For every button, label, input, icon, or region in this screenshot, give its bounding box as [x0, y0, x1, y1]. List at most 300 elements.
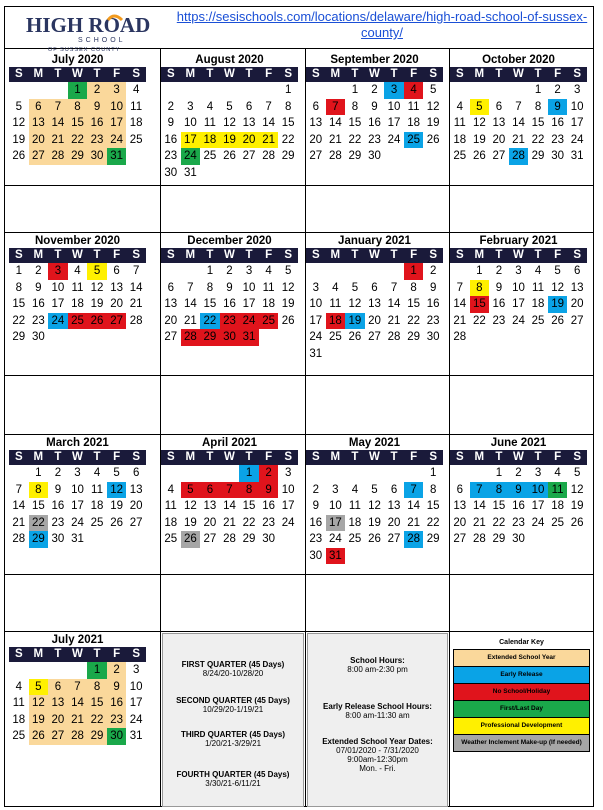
calendar-day: 31 [309, 347, 323, 360]
weekday-header: S [450, 450, 470, 465]
calendar-day: 17 [129, 697, 143, 709]
school-hours [308, 656, 447, 674]
weekday-header: S [450, 248, 470, 263]
calendar-day: 31 [239, 329, 259, 346]
month-calendar [161, 53, 298, 181]
calendar-day: 28 [181, 329, 201, 346]
calendar-day: 1 [351, 84, 359, 96]
calendar-day: 3 [48, 263, 68, 280]
month-calendar [450, 53, 587, 165]
calendar-day: 9 [509, 482, 529, 499]
weekday-header: S [9, 67, 29, 82]
calendar-day: 26 [426, 133, 440, 146]
month-grid [450, 248, 587, 346]
weekday-header: M [181, 67, 201, 82]
calendar-day: 30 [262, 533, 275, 545]
calendar-day: 22 [12, 314, 26, 327]
calendar-day: 25 [203, 150, 217, 162]
calendar-day: 7 [48, 99, 68, 116]
calendar-day: 26 [281, 314, 295, 327]
calendar-day: 15 [31, 500, 45, 512]
calendar-day: 27 [368, 331, 381, 343]
weekday-header: T [345, 450, 365, 465]
calendar-day: 18 [90, 500, 104, 512]
calendar-day: 13 [164, 298, 178, 310]
calendar-day: 5 [15, 100, 22, 113]
calendar-day: 21 [223, 516, 236, 529]
calendar-day: 2 [167, 100, 174, 113]
month-title: April 2021 [202, 437, 257, 449]
calendar-day: 7 [326, 99, 346, 116]
empty-day [181, 82, 201, 99]
calendar-day: 28 [48, 148, 68, 165]
calendar-day: 13 [110, 281, 123, 294]
empty-day [48, 662, 68, 679]
weekday-header: T [239, 248, 259, 263]
calendar-day: 10 [387, 100, 401, 113]
calendar-day: 30 [31, 331, 45, 343]
calendar-day: 17 [181, 132, 201, 149]
calendar-day: 16 [87, 115, 107, 132]
calendar-day: 16 [512, 500, 525, 512]
calendar-day: 15 [492, 500, 506, 512]
weekday-header: M [470, 67, 490, 82]
weekday-header: T [48, 248, 68, 263]
calendar-day: 24 [239, 313, 259, 330]
calendar-day: 1 [534, 84, 542, 96]
empty-day [450, 465, 470, 482]
weekday-header: T [200, 450, 220, 465]
empty-day [9, 662, 29, 679]
empty-day [181, 263, 201, 280]
calendar-day: 22 [281, 133, 295, 146]
calendar-day: 2 [107, 662, 127, 679]
weekday-header: W [220, 248, 240, 263]
calendar-day: 11 [203, 117, 216, 129]
weekday-header: W [68, 450, 88, 465]
calendar-day: 3 [284, 467, 292, 479]
calendar-day: 10 [242, 281, 256, 294]
weekday-header: M [29, 248, 49, 263]
calendar-day: 18 [200, 132, 220, 149]
calendar-day: 10 [528, 482, 548, 499]
weekday-header: T [87, 450, 107, 465]
calendar-day: 22 [200, 313, 220, 330]
weekday-header: M [29, 450, 49, 465]
month-title: May 2021 [348, 437, 401, 449]
calendar-day: 28 [509, 148, 529, 165]
calendar-day: 6 [167, 281, 174, 294]
calendar-day: 19 [472, 133, 486, 146]
weekday-header: M [181, 248, 201, 263]
calendar-day: 6 [312, 100, 319, 113]
weekday-header: M [326, 450, 346, 465]
calendar-day: 20 [309, 133, 323, 146]
calendar-day: 8 [29, 482, 49, 499]
calendar-day: 6 [495, 100, 503, 113]
calendar-day: 28 [387, 331, 401, 343]
weekday-header: F [107, 647, 127, 662]
weekday-header: W [68, 67, 88, 82]
weekday-header: F [548, 67, 568, 82]
calendar-day: 8 [15, 281, 22, 294]
calendar-day: 19 [345, 313, 365, 330]
weekday-header: S [126, 647, 146, 662]
empty-day [48, 82, 68, 99]
calendar-day: 21 [68, 712, 88, 729]
month-grid [9, 450, 146, 548]
empty-day [9, 82, 29, 99]
calendar-day: 27 [242, 150, 256, 162]
calendar-day: 30 [309, 549, 323, 562]
extended-year-hours: 9:00am-12:30pm [347, 755, 408, 764]
calendar-day: 1 [35, 467, 42, 479]
calendar-day: 9 [54, 483, 62, 496]
weekday-header: S [306, 248, 326, 263]
weekday-header: T [384, 67, 404, 82]
quarter-dates: 10/29/20-1/19/21 [202, 705, 264, 714]
calendar-day: 27 [309, 150, 323, 162]
calendar-day: 21 [183, 314, 197, 327]
weekday-header: S [9, 450, 29, 465]
calendar-day: 10 [71, 483, 84, 496]
calendar-day: 27 [492, 150, 506, 162]
weekday-header: F [404, 67, 424, 82]
calendar-day: 24 [328, 533, 342, 545]
calendar-day: 10 [512, 281, 525, 294]
quarter-1 [163, 660, 303, 678]
calendar-day: 17 [281, 500, 295, 512]
empty-day [509, 82, 529, 99]
month-title: January 2021 [338, 235, 411, 247]
weekday-header: T [345, 67, 365, 82]
empty-day [326, 82, 346, 99]
calendar-day: 21 [48, 132, 68, 149]
calendar-day: 18 [262, 298, 275, 310]
calendar-day: 1 [429, 467, 437, 479]
empty-day [200, 465, 220, 482]
calendar-day: 7 [187, 281, 194, 294]
calendar-day: 2 [312, 483, 319, 496]
calendar-day: 9 [107, 679, 127, 696]
school-url-link[interactable]: https://sesischools.com/locations/delaware/high-road-school-of-sussex-county/ [176, 9, 588, 40]
calendar-day: 19 [183, 516, 197, 529]
quarter-title: FOURTH QUARTER (45 Days) [176, 770, 290, 779]
weekday-header: M [470, 450, 490, 465]
calendar-day: 5 [284, 265, 292, 277]
weekday-header: T [489, 450, 509, 465]
school-hours-value: 8:00 am-2:30 pm [347, 665, 408, 674]
calendar-day: 28 [129, 314, 143, 327]
calendar-day: 27 [107, 313, 127, 330]
calendar-day: 28 [328, 150, 342, 162]
extended-year-dates [308, 737, 447, 773]
calendar-day: 14 [453, 298, 467, 310]
calendar-day: 9 [495, 281, 503, 294]
calendar-day: 4 [93, 467, 101, 479]
calendar-day: 12 [570, 483, 584, 496]
calendar-day: 22 [531, 133, 545, 146]
weekday-header: W [509, 67, 529, 82]
calendar-day: 16 [262, 500, 275, 512]
month-grid [9, 647, 146, 745]
calendar-day: 11 [164, 500, 177, 512]
calendar-day: 15 [426, 500, 440, 512]
key-item: Professional Development [453, 718, 590, 735]
calendar-day: 13 [387, 500, 401, 512]
calendar-day: 18 [531, 298, 545, 310]
calendar-day: 29 [68, 148, 88, 165]
weekday-header: F [259, 450, 279, 465]
calendar-day: 19 [548, 296, 568, 313]
calendar-day: 4 [265, 265, 272, 277]
weekday-header: T [489, 67, 509, 82]
calendar-day: 11 [130, 100, 143, 113]
key-item: Extended School Year [453, 649, 590, 667]
calendar-day: 27 [29, 148, 49, 165]
calendar-day: 4 [554, 467, 561, 479]
calendar-day: 23 [309, 533, 323, 545]
calendar-day: 5 [573, 467, 581, 479]
calendar-day: 23 [426, 314, 440, 327]
calendar-day: 14 [512, 117, 525, 129]
calendar-day: 7 [404, 482, 424, 499]
calendar-day: 30 [87, 148, 107, 165]
calendar-day: 18 [551, 500, 564, 512]
empty-day [239, 82, 259, 99]
calendar-day: 27 [164, 331, 178, 343]
calendar-day: 21 [453, 314, 467, 327]
calendar-day: 23 [51, 516, 65, 529]
calendar-day: 3 [384, 82, 404, 99]
calendar-day: 4 [15, 680, 22, 693]
extended-year-value: 07/01/2020 - 7/31/2020 [336, 746, 419, 755]
calendar-day: 28 [223, 533, 236, 545]
calendar-day: 5 [181, 482, 201, 499]
calendar-day: 22 [29, 515, 49, 532]
weekday-header: T [489, 248, 509, 263]
calendar-day: 1 [15, 265, 22, 277]
calendar-day: 24 [570, 133, 584, 146]
calendar-day: 4 [456, 100, 463, 113]
calendar-day: 26 [223, 150, 236, 162]
calendar-day: 8 [284, 100, 292, 113]
calendar-day: 17 [512, 298, 525, 310]
calendar-day: 7 [515, 100, 522, 113]
weekday-header: W [68, 647, 88, 662]
calendar-day: 8 [489, 482, 509, 499]
calendar-day: 18 [129, 117, 143, 129]
quarter-title: THIRD QUARTER (45 Days) [180, 730, 285, 739]
calendar-day: 12 [426, 100, 440, 113]
divider [4, 434, 594, 435]
calendar-day: 4 [351, 483, 359, 496]
empty-day [470, 465, 490, 482]
calendar-day: 25 [12, 730, 26, 742]
weekday-header: T [87, 647, 107, 662]
calendar-day: 26 [368, 533, 381, 545]
calendar-day: 13 [492, 117, 506, 129]
calendar-day: 7 [456, 281, 463, 294]
calendar-day: 5 [554, 265, 561, 277]
calendar-day: 16 [309, 516, 323, 529]
calendar-day: 14 [387, 298, 401, 310]
calendar-day: 22 [68, 132, 88, 149]
early-release-value: 8:00 am-11:30 am [345, 711, 410, 720]
weekday-header: S [423, 67, 443, 82]
month-title: October 2020 [482, 54, 555, 66]
calendar-day: 16 [223, 298, 236, 310]
month-calendar [161, 234, 298, 346]
quarter-2 [163, 696, 303, 714]
calendar-day: 2 [259, 465, 279, 482]
calendar-day: 30 [107, 728, 127, 745]
calendar-day: 18 [12, 713, 26, 726]
empty-day [326, 465, 346, 482]
calendar-day: 8 [206, 281, 214, 294]
calendar-day: 8 [239, 482, 259, 499]
calendar-day: 26 [551, 314, 564, 327]
key-item: Weather Inclement Make-up (If needed) [453, 735, 590, 752]
calendar-day: 1 [284, 84, 292, 96]
calendar-day: 4 [74, 265, 81, 277]
calendar-day: 15 [531, 117, 545, 129]
calendar-day: 11 [348, 500, 361, 512]
weekday-header: S [278, 248, 298, 263]
calendar-day: 21 [512, 133, 525, 146]
calendar-day: 12 [368, 500, 381, 512]
calendar-day: 4 [206, 100, 214, 113]
calendar-day: 27 [570, 314, 584, 327]
weekday-header: T [87, 67, 107, 82]
calendar-key [453, 637, 590, 752]
calendar-day: 27 [387, 533, 401, 545]
calendar-day: 17 [309, 314, 323, 327]
month-calendar [306, 53, 443, 165]
weekday-header: T [48, 450, 68, 465]
calendar-day: 19 [12, 133, 26, 146]
calendar-day: 6 [200, 482, 220, 499]
calendar-day: 10 [281, 483, 295, 496]
calendar-day: 26 [12, 150, 26, 162]
calendar-day: 31 [71, 533, 84, 545]
calendar-day: 24 [71, 516, 84, 529]
calendar-day: 11 [532, 281, 544, 294]
calendar-day: 12 [472, 117, 486, 129]
calendar-day: 25 [129, 133, 143, 146]
calendar-day: 1 [476, 265, 483, 277]
weekday-header: F [548, 248, 568, 263]
calendar-day: 17 [242, 298, 256, 310]
calendar-day: 26 [87, 313, 107, 330]
calendar-day: 21 [387, 314, 401, 327]
extended-year-days: Mon. - Fri. [359, 764, 396, 773]
calendar-day: 13 [453, 500, 467, 512]
calendar-day: 8 [410, 281, 417, 294]
calendar-day: 1 [87, 662, 107, 679]
calendar-day: 3 [534, 467, 542, 479]
calendar-day: 14 [48, 115, 68, 132]
calendar-day: 30 [551, 150, 564, 162]
month-grid [306, 248, 443, 362]
calendar-day: 20 [164, 314, 178, 327]
quarter-dates: 3/30/21-6/11/21 [205, 779, 261, 788]
calendar-day: 11 [91, 483, 103, 496]
calendar-day: 25 [328, 331, 342, 343]
calendar-day: 28 [68, 728, 88, 745]
calendar-day: 17 [326, 515, 346, 532]
calendar-day: 30 [51, 533, 65, 545]
calendar-day: 20 [110, 298, 123, 310]
calendar-day: 5 [226, 100, 233, 113]
weekday-header: W [220, 450, 240, 465]
empty-day [345, 465, 365, 482]
calendar-day: 23 [164, 150, 178, 162]
calendar-day: 6 [573, 265, 581, 277]
calendar-day: 21 [129, 298, 143, 310]
calendar-day: 25 [551, 516, 564, 529]
weekday-header: T [384, 450, 404, 465]
weekday-header: W [68, 248, 88, 263]
quarter-3 [163, 730, 303, 748]
calendar-day: 8 [87, 679, 107, 696]
calendar-day: 26 [29, 728, 49, 745]
empty-day [9, 465, 29, 482]
weekday-header: F [107, 450, 127, 465]
calendar-day: 28 [12, 533, 26, 545]
calendar-day: 23 [87, 132, 107, 149]
weekday-header: W [220, 67, 240, 82]
calendar-day: 24 [181, 148, 201, 165]
calendar-day: 26 [110, 516, 123, 529]
calendar-day: 11 [407, 100, 420, 113]
calendar-day: 27 [129, 516, 143, 529]
calendar-day: 8 [470, 280, 490, 297]
calendar-day: 7 [68, 679, 88, 696]
empty-day [365, 465, 385, 482]
month-calendar [9, 234, 146, 346]
calendar-day: 8 [534, 100, 542, 113]
month-grid [306, 67, 443, 165]
quarter-title: FIRST QUARTER (45 Days) [181, 660, 285, 669]
header [4, 6, 594, 53]
weekday-header: S [567, 248, 587, 263]
calendar-day: 19 [426, 117, 440, 129]
calendar-day: 25 [259, 313, 279, 330]
calendar-day: 14 [328, 117, 342, 129]
calendar-day: 20 [129, 500, 143, 512]
calendar-day: 31 [570, 150, 584, 162]
calendar-day: 23 [368, 133, 381, 146]
calendar-day: 7 [220, 482, 240, 499]
calendar-day: 2 [495, 265, 503, 277]
calendar-day: 24 [281, 516, 295, 529]
weekday-header: S [306, 450, 326, 465]
calendar-day: 12 [107, 482, 127, 499]
calendar-day: 2 [554, 84, 561, 96]
calendar-day: 12 [90, 281, 104, 294]
calendar-day: 9 [226, 281, 233, 294]
weekday-header: S [9, 647, 29, 662]
divider [4, 574, 594, 575]
month-title: February 2021 [479, 235, 558, 247]
empty-day [200, 82, 220, 99]
calendar-day: 7 [470, 482, 490, 499]
calendar-day: 2 [515, 467, 522, 479]
month-calendar [450, 436, 587, 548]
calendar-day: 7 [132, 265, 140, 277]
calendar-day: 20 [570, 298, 584, 310]
